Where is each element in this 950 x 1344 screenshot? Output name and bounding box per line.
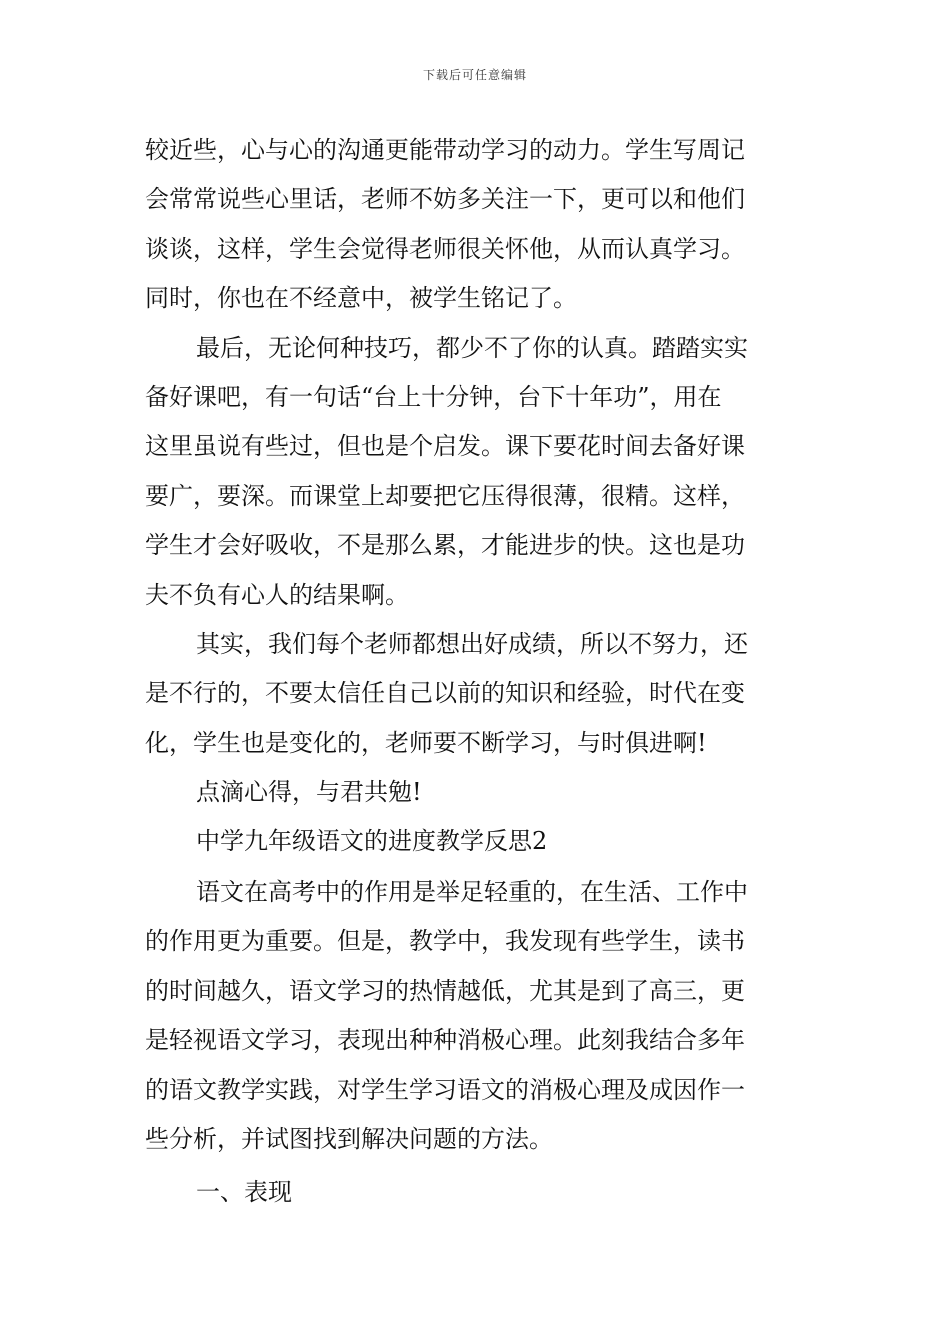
text-line: 是不行的，不要太信任自己以前的知识和经验，时代在变 <box>145 679 745 708</box>
text-line: 同时，你也在不经意中，被学生铭记了。 <box>145 284 577 313</box>
text-line: 些分析，并试图找到解决问题的方法。 <box>145 1124 553 1153</box>
text-line: 化，学生也是变化的，老师要不断学习，与时俱进啊! <box>145 728 707 757</box>
text-line: 夫不负有心人的结果啊。 <box>145 580 409 609</box>
text-line: 最后，无论何种技巧，都少不了你的认真。踏踏实实 <box>196 333 748 362</box>
text-line: 谈谈，这样，学生会觉得老师很关怀他，从而认真学习。 <box>145 234 745 263</box>
text-line: 这里虽说有些过，但也是个启发。课下要花时间去备好课 <box>145 432 745 461</box>
text-line: 备好课吧，有一句话“台上十分钟，台下十年功”，用在 <box>145 382 722 411</box>
body-text-block <box>145 126 810 867</box>
text-line: 较近些，心与心的沟通更能带动学习的动力。学生写周记 <box>145 136 745 164</box>
text-line: 语文在高考中的作用是举足轻重的，在生活、工作中 <box>196 878 748 906</box>
text-line: 学生才会好吸收，不是那么累，才能进步的快。这也是功 <box>145 531 745 560</box>
page-header: 下载后可任意编辑 <box>422 68 527 82</box>
text-line: 中学九年级语文的进度教学反思2 <box>196 827 548 856</box>
text-line: 的作用更为重要。但是，教学中，我发现有些学生，读书 <box>145 927 745 956</box>
body-text-block <box>145 868 810 1164</box>
text-line: 是轻视语文学习，表现出种种消极心理。此刻我结合多年 <box>145 1026 745 1055</box>
text-line: 点滴心得，与君共勉! <box>196 778 422 807</box>
text-line: 要广，要深。而课堂上却要把它压得很薄，很精。这样， <box>145 481 745 510</box>
section-heading: 一、表现 <box>196 1178 292 1206</box>
text-line: 的语文教学实践，对学生学习语文的消极心理及成因作一 <box>145 1075 745 1104</box>
text-line: 的时间越久，语文学习的热情越低，尤其是到了高三，更 <box>145 976 745 1005</box>
text-line: 其实，我们每个老师都想出好成绩，所以不努力，还 <box>196 629 748 658</box>
text-line: 会常常说些心里话，老师不妨多关注一下，更可以和他们 <box>145 185 745 214</box>
